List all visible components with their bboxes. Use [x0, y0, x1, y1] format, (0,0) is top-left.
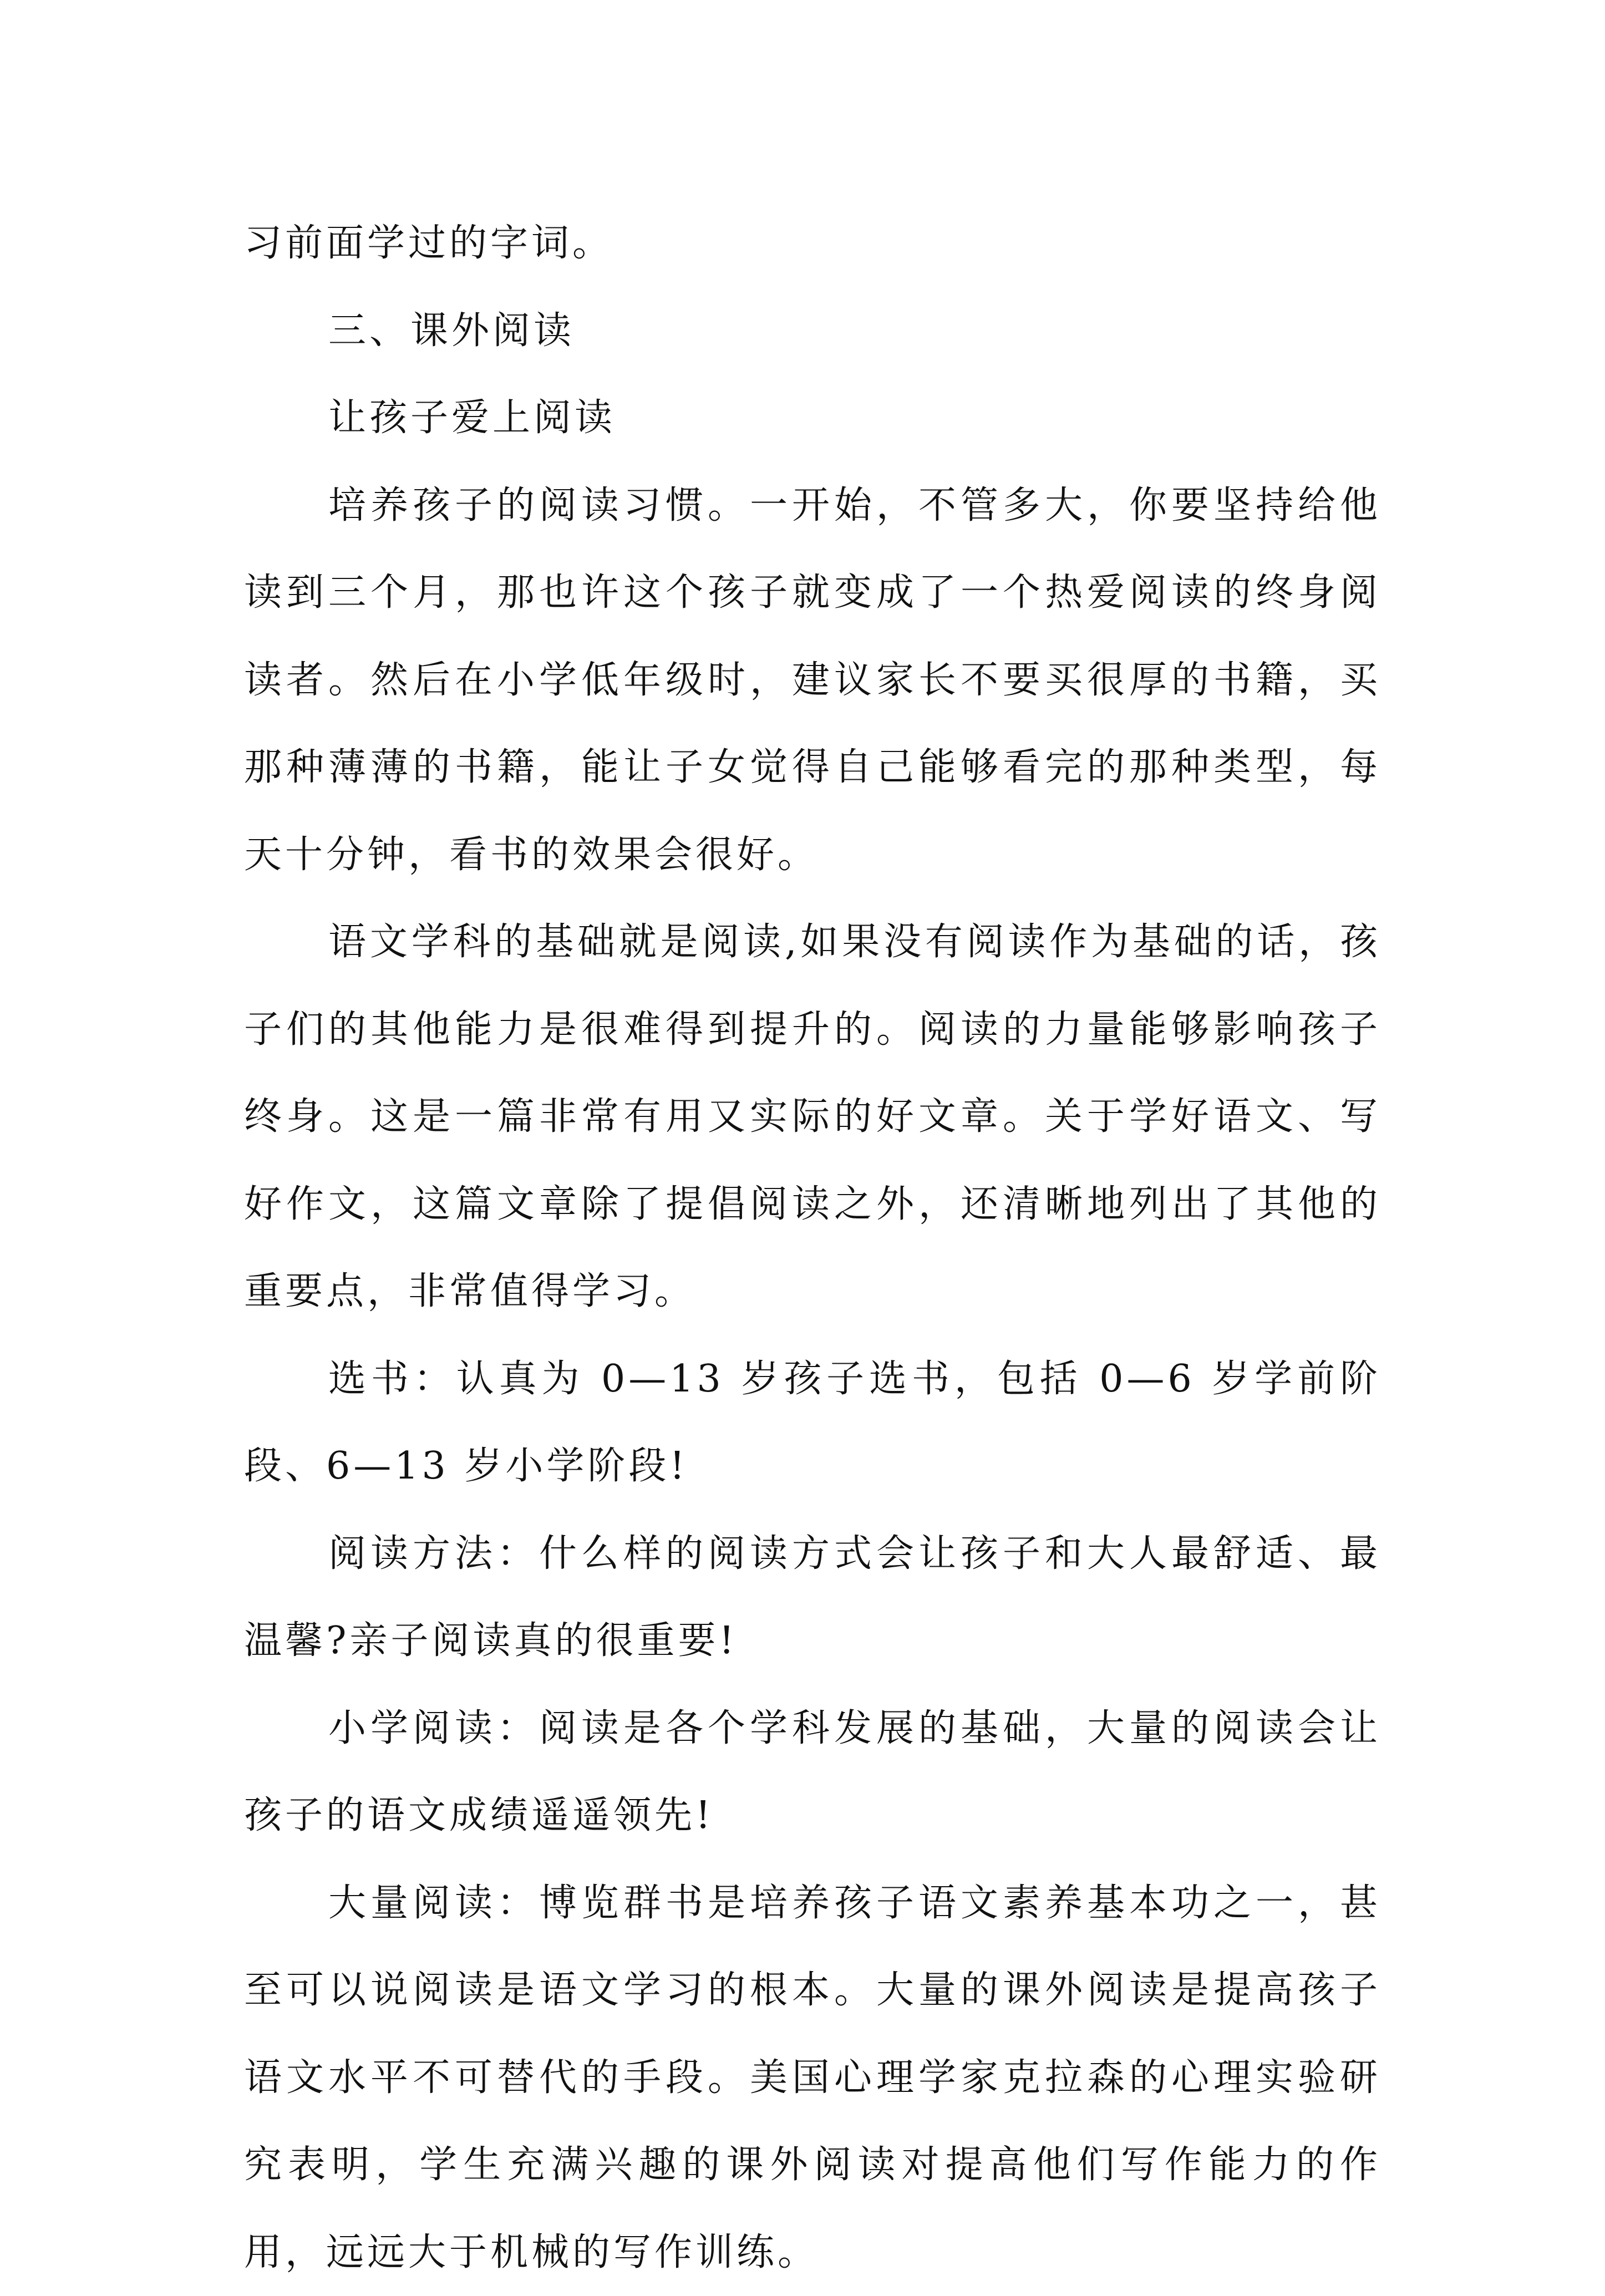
paragraph-extensive-reading: 大量阅读：博览群书是培养孩子语文素养基本功之一，甚至可以说阅读是语文学习的根本。大量的课外阅读是提高孩子语文水平不可替代的手段。美国心理学家克拉森的心理实验研究表明，学生充满兴趣的课外阅读对提高他们写作能力的作用，远远大于机械的写作训练。	[244, 1860, 1381, 2296]
paragraph-primary-reading: 小学阅读：阅读是各个学科发展的基础，大量的阅读会让孩子的语文成绩遥遥领先!	[244, 1685, 1381, 1860]
paragraph-reading-habit: 培养孩子的阅读习惯。一开始，不管多大，你要坚持给他读到三个月，那也许这个孩子就变成了一个热爱阅读的终身阅读者。然后在小学低年级时，建议家长不要买很厚的书籍，买那种薄薄的书籍，能让子女觉得自己能够看完的那种类型，每天十分钟，看书的效果会很好。	[244, 462, 1381, 899]
subheading: 让孩子爱上阅读	[244, 374, 1381, 462]
paragraph-continuation: 习前面学过的字词。	[244, 200, 1381, 287]
body-text	[244, 200, 1381, 2296]
paragraph-choose-books: 选书：认真为 0—13 岁孩子选书，包括 0—6 岁学前阶段、6—13 岁小学阶段!	[244, 1335, 1381, 1510]
paragraph-reading-method: 阅读方法：什么样的阅读方式会让孩子和大人最舒适、最温馨?亲子阅读真的很重要!	[244, 1510, 1381, 1685]
section-heading: 三、课外阅读	[244, 287, 1381, 375]
paragraph-reading-foundation: 语文学科的基础就是阅读,如果没有阅读作为基础的话，孩子们的其他能力是很难得到提升的。阅读的力量能够影响孩子终身。这是一篇非常有用又实际的好文章。关于学好语文、写好作文，这篇文章除了提倡阅读之外，还清晰地列出了其他的重要点，非常值得学习。	[244, 898, 1381, 1335]
